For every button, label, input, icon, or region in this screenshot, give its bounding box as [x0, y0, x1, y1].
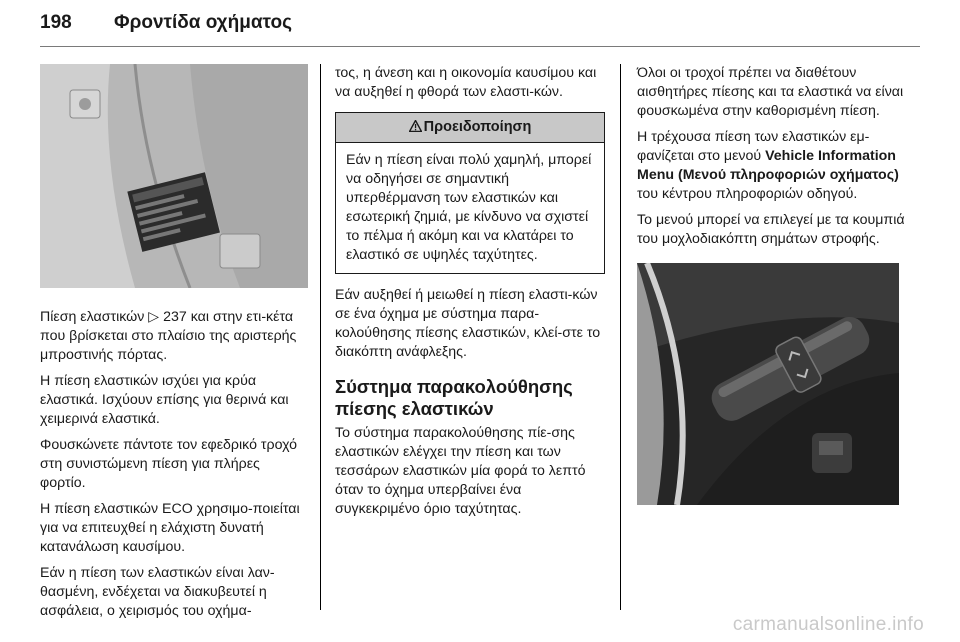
- section-heading: Σύστημα παρακολούθησης πίεσης ελαστικών: [335, 376, 573, 419]
- page-number: 198: [40, 12, 72, 33]
- paragraph-eco-pressure: Η πίεση ελαστικών ECO χρησιμο-ποιείται για να επιτευχθεί η ελάχιστη δυνατή κατανάλωση καυσίμου.: [40, 501, 300, 555]
- warning-header: [336, 113, 604, 143]
- column-1: [40, 64, 308, 628]
- menu-name: Vehicle Information Menu (Μενού πληροφοριών οχήματος): [637, 148, 899, 183]
- watermark: carmanualsonline.info: [732, 614, 924, 635]
- arrow-reference-icon: ▷: [148, 309, 160, 325]
- page-title: Φροντίδα οχήματος: [114, 12, 292, 33]
- paragraph-sensors: Όλοι οι τροχοί πρέπει να διαθέτουν αισθητήρες πίεσης και τα ελαστικά να είναι φουσκωμένα στην καθορισμένη πίεση.: [637, 65, 904, 119]
- page-header: [40, 12, 292, 34]
- column-divider-1: [320, 64, 321, 610]
- turn-signal-lever-photo: [637, 263, 899, 505]
- column-divider-2: [620, 64, 621, 610]
- column-2: [335, 64, 605, 526]
- column-3: [637, 64, 920, 505]
- paragraph-continuation: τος, η άνεση και η οικονομία καυσίμου και να αυξηθεί η φθορά των ελαστι-κών.: [335, 65, 597, 100]
- paragraph-monitoring-system: Το σύστημα παρακολούθησης πίε-σης ελαστικών ελέγχει την πίεση και των τεσσάρων ελαστικών μία φορά το λεπτό όταν το όχημα υπερβαίνει ένα συγκεκριμένο όριο ταχύτητας.: [335, 425, 586, 517]
- paragraph-tire-pressure-ref: Πίεση ελαστικών ▷ 237 και στην ετι-κέτα που βρίσκεται στο πλαίσιο της αριστερής μπροστινής πόρτας.: [40, 309, 297, 363]
- paragraph-spare-wheel: Φουσκώνετε πάντοτε τον εφεδρικό τροχό στη συνιστώμενη πίεση για πλήρες φορτίο.: [40, 437, 298, 491]
- paragraph-menu-select: Το μενού μπορεί να επιλεγεί με τα κουμπιά του μοχλοδιακόπτη σημάτων στροφής.: [637, 212, 905, 247]
- warning-box: [335, 112, 605, 274]
- warning-text: Εάν η πίεση είναι πολύ χαμηλή, μπορεί να οδηγήσει σε σημαντική υπερθέρμανση των ελαστικών και εσωτερική ζημιά, με κίνδυνο να σχιστεί το πέλμα ή ακόμη και να κλατάρει το ελαστικό σε υψηλές ταχύτητες.: [346, 152, 592, 263]
- paragraph-menu-display: Η τρέχουσα πίεση των ελαστικών εμ-φανίζεται στο μενού Vehicle Information Menu (Μενού πληροφοριών οχήματος) του κέντρου πληροφοριών οδηγού.: [637, 129, 899, 202]
- paragraph-ignition-off: Εάν αυξηθεί ή μειωθεί η πίεση ελαστι-κών σε ένα όχημα με σύστημα παρα-κολούθησης πίεσης ελαστικών, κλεί-στε το διακόπτη ανάφλεξης.: [335, 287, 601, 360]
- warning-title: Προειδοποίηση: [423, 119, 532, 135]
- paragraph-wrong-pressure: Εάν η πίεση των ελαστικών είναι λαν-θασμένη, ενδέχεται να διακυβευτεί η ασφάλεια, ο χειρισμός του οχήμα-: [40, 565, 275, 619]
- warning-triangle-icon: [409, 120, 422, 132]
- door-pillar-label-photo: [40, 64, 308, 288]
- header-rule: [40, 46, 920, 47]
- paragraph-cold-tires: Η πίεση ελαστικών ισχύει για κρύα ελαστικά. Ισχύουν επίσης για θερινά και χειμερινά ελαστικά.: [40, 373, 289, 427]
